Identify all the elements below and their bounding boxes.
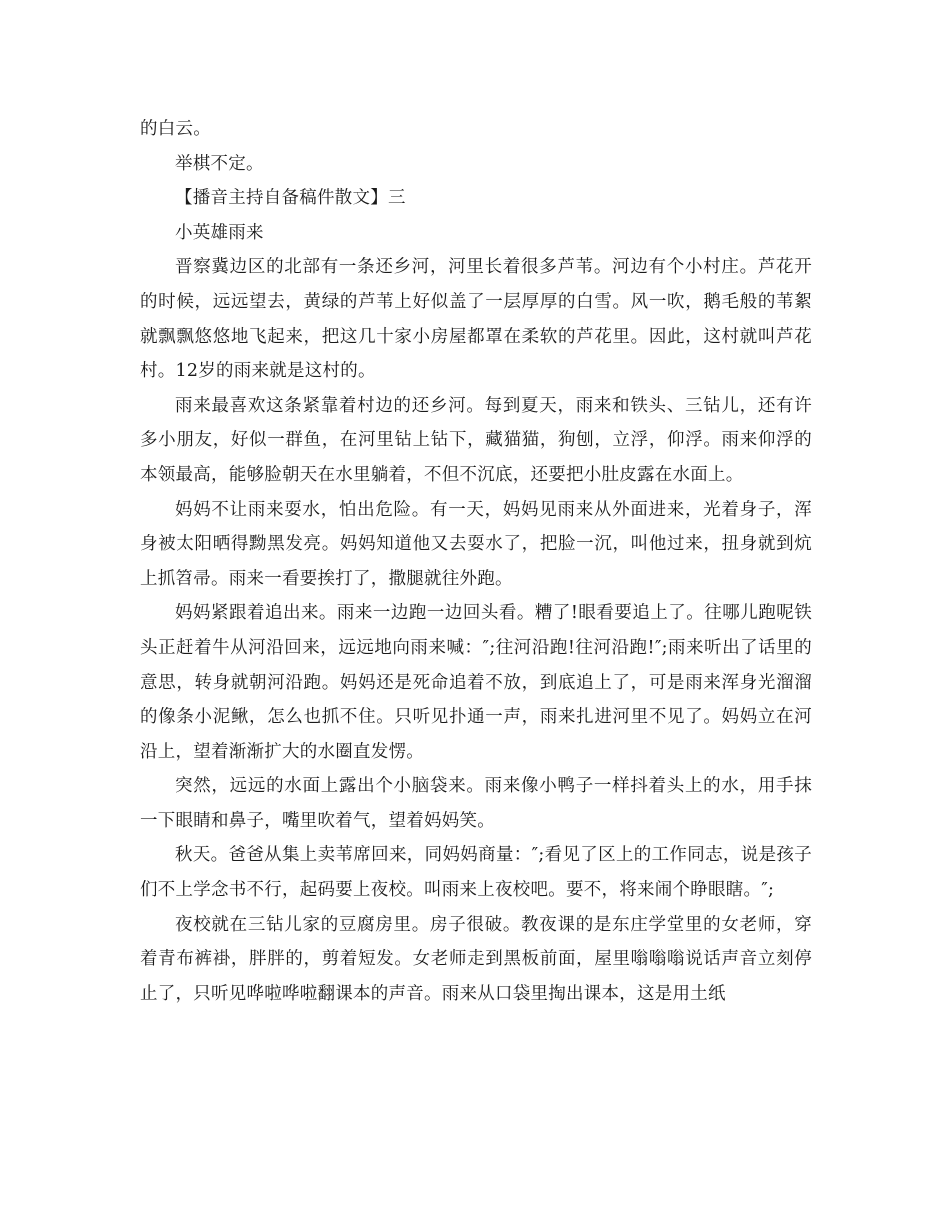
paragraph: 妈妈紧跟着追出来。雨来一边跑一边回头看。糟了!眼看要追上了。往哪儿跑呢铁头正赶着牛从河沿回来，远远地向雨来喊：″;往河沿跑!往河沿跑!″;雨来听出了话里的意思，转身就朝河沿跑。妈妈还是死命追着不放，到底追上了，可是雨来浑身光溜溜的像条小泥鳅，怎么也抓不住。只听见扑通一声，雨来扎进河里不见了。妈妈立在河沿上，望着渐渐扩大的水圈直发愣。 (140, 603, 812, 762)
article-title: 小英雄雨来 (175, 222, 264, 243)
paragraph: 晋察冀边区的北部有一条还乡河，河里长着很多芦苇。河边有个小村庄。芦花开的时候，远远望去，黄绿的芦苇上好似盖了一层厚厚的白雪。风一吹，鹅毛般的苇絮就飘飘悠悠地飞起来，把这几十家小房屋都罩在柔软的芦花里。因此，这村就叫芦花村。12岁的雨来就是这村的。 (140, 257, 812, 382)
paragraph: 的白云。 (140, 119, 211, 139)
paragraph: 举棋不定。 (175, 153, 264, 174)
paragraph: 雨来最喜欢这条紧靠着村边的还乡河。每到夏天，雨来和铁头、三钻儿，还有许多小朋友，好似一群鱼，在河里钻上钻下，藏猫猫，狗刨，立浮，仰浮。雨来仰浮的本领最高，能够脸朝天在水里躺着，不但不沉底，还要把小肚皮露在水面上。 (140, 395, 812, 485)
paragraph: 突然，远远的水面上露出个小脑袋来。雨来像小鸭子一样抖着头上的水，用手抹一下眼睛和鼻子，嘴里吹着气，望着妈妈笑。 (140, 776, 812, 831)
section-heading: 【播音主持自备稿件散文】三 (175, 188, 406, 209)
paragraph: 夜校就在三钻儿家的豆腐房里。房子很破。教夜课的是东庄学堂里的女老师，穿着青布裤褂，胖胖的，剪着短发。女老师走到黑板前面，屋里嗡嗡嗡说话声音立刻停止了，只听见哗啦哗啦翻课本的声音。雨来从口袋里掏出课本，这是用土纸 (140, 914, 812, 1004)
paragraph: 秋天。爸爸从集上卖苇席回来，同妈妈商量：″;看见了区上的工作同志，说是孩子们不上学念书不行，起码要上夜校。叫雨来上夜校吧。要不，将来闹个睁眼瞎。″; (140, 845, 812, 901)
paragraph: 妈妈不让雨来耍水，怕出危险。有一天，妈妈见雨来从外面进来，光着身子，浑身被太阳晒得黝黑发亮。妈妈知道他又去耍水了，把脸一沉，叫他过来，扭身就到炕上抓笤帚。雨来一看要挨打了，撒腿就往外跑。 (140, 499, 812, 589)
document-body (140, 112, 812, 1011)
